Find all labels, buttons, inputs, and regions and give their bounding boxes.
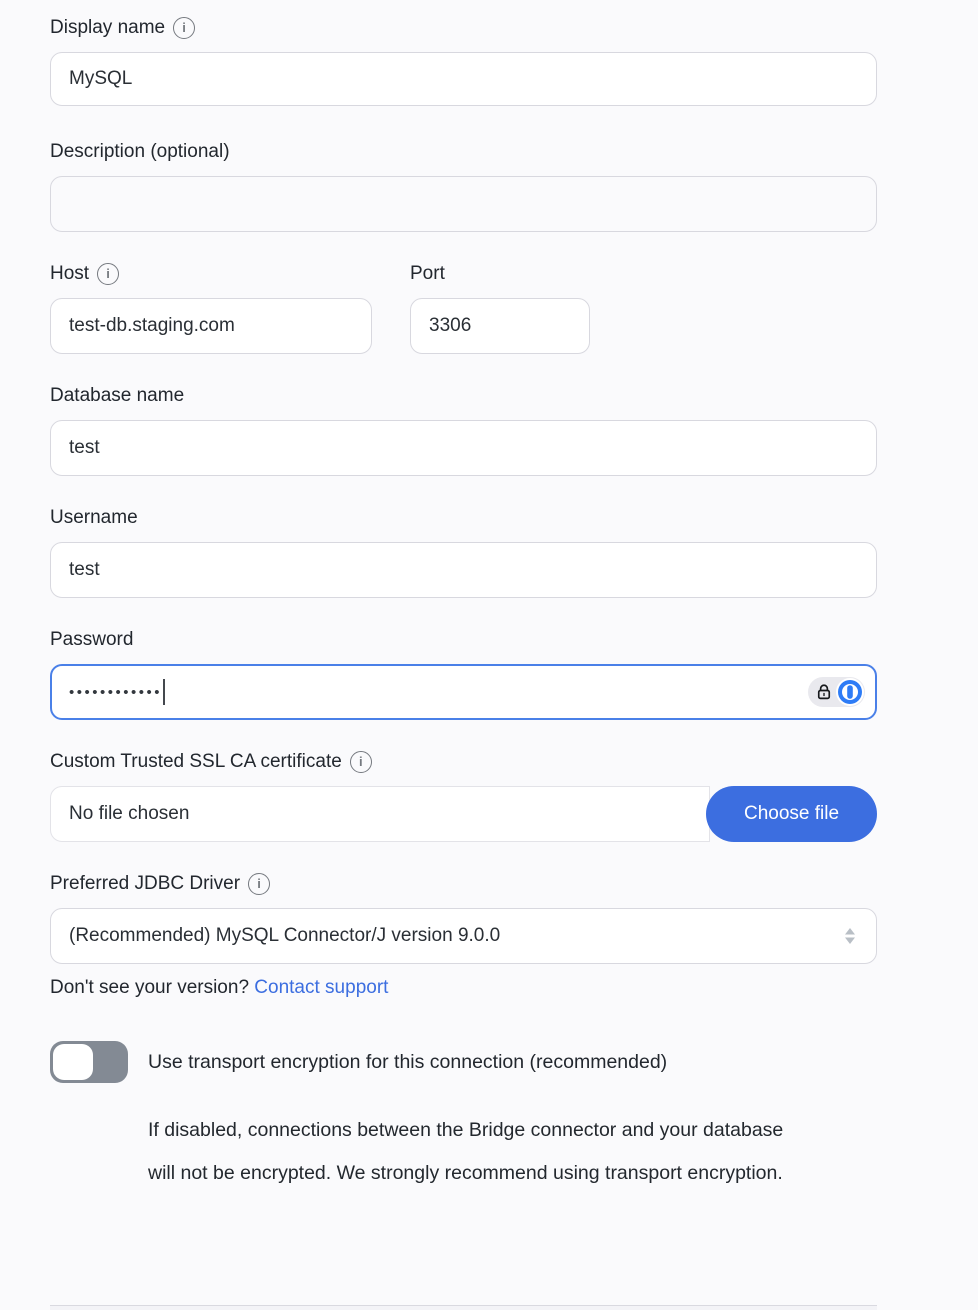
ssl-ca-label bbox=[50, 750, 877, 774]
database-name-input[interactable] bbox=[50, 420, 877, 476]
transport-encryption-row bbox=[50, 1041, 877, 1083]
host-field bbox=[50, 262, 372, 354]
jdbc-version-help bbox=[50, 976, 877, 1000]
database-name-label bbox=[50, 384, 877, 408]
display-name-input[interactable] bbox=[50, 52, 877, 106]
username-input[interactable] bbox=[50, 542, 877, 598]
display-name-label bbox=[50, 16, 877, 40]
connection-form bbox=[50, 16, 877, 1195]
jdbc-driver-label-text: Preferred JDBC Driver bbox=[50, 873, 241, 894]
host-port-group bbox=[50, 262, 877, 354]
toggle-knob bbox=[53, 1044, 93, 1080]
description-group bbox=[50, 140, 877, 232]
info-icon[interactable]: i bbox=[248, 873, 270, 895]
display-name-label-text: Display name bbox=[50, 17, 166, 38]
port-label-text: Port bbox=[410, 263, 445, 284]
password-input[interactable] bbox=[50, 664, 877, 720]
display-name-group bbox=[50, 16, 877, 106]
info-icon[interactable]: i bbox=[173, 17, 195, 39]
host-label bbox=[50, 262, 372, 286]
contact-support-link[interactable]: Contact support bbox=[254, 977, 389, 998]
info-icon[interactable]: i bbox=[97, 263, 119, 285]
username-label bbox=[50, 506, 877, 530]
password-label bbox=[50, 628, 877, 652]
port-label bbox=[410, 262, 590, 286]
password-label-text: Password bbox=[50, 629, 134, 650]
transport-encryption-description: If disabled, connections between the Bridge connector and your database will not be encrypted. We strongly recommend using transport encryption. bbox=[148, 1119, 784, 1184]
password-manager-pill[interactable] bbox=[808, 677, 865, 707]
password-masked-value: •••••••••••• bbox=[69, 683, 163, 701]
port-input[interactable] bbox=[410, 298, 590, 354]
username-group bbox=[50, 506, 877, 598]
lock-icon bbox=[815, 683, 833, 701]
text-caret bbox=[163, 679, 165, 705]
host-label-text: Host bbox=[50, 263, 90, 284]
choose-file-button[interactable]: Choose file bbox=[706, 786, 877, 842]
file-status-text: No file chosen bbox=[69, 803, 190, 824]
next-section-edge bbox=[50, 1305, 877, 1310]
password-group bbox=[50, 628, 877, 720]
ssl-ca-label-text: Custom Trusted SSL CA certificate bbox=[50, 751, 342, 772]
file-picker-row bbox=[50, 786, 877, 842]
chevron-up-down-icon bbox=[842, 926, 858, 946]
description-label-text: Description (optional) bbox=[50, 141, 230, 162]
jdbc-help-text: Don't see your version? bbox=[50, 977, 250, 998]
jdbc-driver-label bbox=[50, 872, 877, 896]
info-icon[interactable]: i bbox=[350, 751, 372, 773]
jdbc-driver-group bbox=[50, 872, 877, 1000]
host-input[interactable] bbox=[50, 298, 372, 354]
username-label-text: Username bbox=[50, 507, 138, 528]
transport-encryption-toggle[interactable] bbox=[50, 1041, 128, 1083]
transport-encryption-label: Use transport encryption for this connection (recommended) bbox=[148, 1050, 668, 1073]
jdbc-driver-selected-value: (Recommended) MySQL Connector/J version 9.0.0 bbox=[69, 925, 501, 946]
1password-icon[interactable] bbox=[836, 678, 864, 706]
description-input[interactable] bbox=[50, 176, 877, 232]
database-name-label-text: Database name bbox=[50, 385, 185, 406]
description-label bbox=[50, 140, 877, 164]
file-status-box bbox=[50, 786, 710, 842]
ssl-ca-group bbox=[50, 750, 877, 842]
jdbc-driver-select[interactable] bbox=[50, 908, 877, 964]
port-field bbox=[410, 262, 590, 354]
database-name-group bbox=[50, 384, 877, 476]
